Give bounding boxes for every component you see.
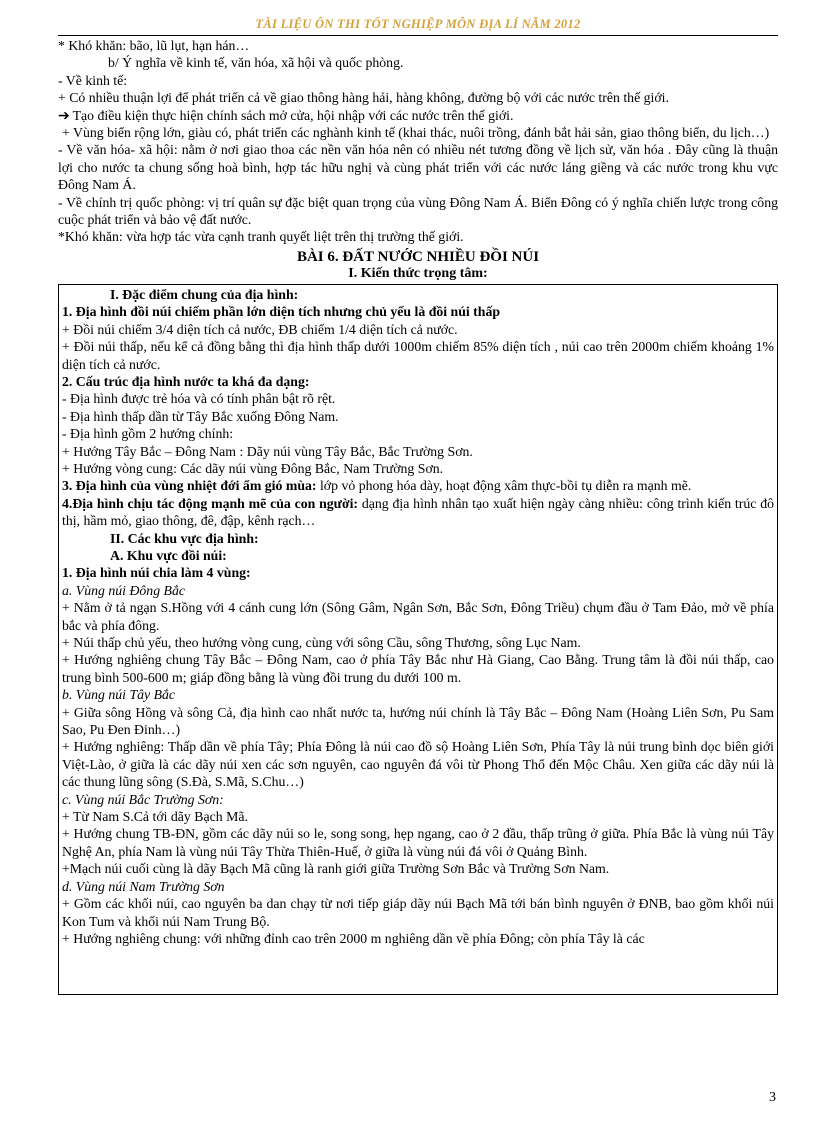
heading: II. Các khu vực địa hình: <box>110 530 259 546</box>
lesson-title: BÀI 6. ĐẤT NƯỚC NHIỀU ĐỒI NÚI <box>296 248 540 265</box>
text-line <box>62 495 774 530</box>
region-title: c. Vùng núi Bắc Trường Sơn: <box>62 791 224 807</box>
document-header: TÀI LIỆU ÔN THI TỐT NGHIỆP MÔN ĐỊA LÍ NĂM 2012 <box>255 17 581 31</box>
subheading: 2. Cấu trúc địa hình nước ta khá đa dạng: <box>62 373 310 389</box>
text-line: + Núi thấp chủ yếu, theo hướng vòng cung, cùng với sông Cầu, sông Thương, sông Lục Nam. <box>62 635 581 650</box>
text-line <box>58 107 778 124</box>
text-line: + Đồi núi chiếm 3/4 diện tích cả nước, ĐB chiếm 1/4 diện tích cả nước. <box>62 321 458 337</box>
content-box <box>58 284 778 995</box>
subheading: 1. Địa hình núi chia làm 4 vùng: <box>62 565 251 581</box>
page-content <box>58 37 778 995</box>
text-line: - Về chính trị quốc phòng: vị trí quân sự đặc biệt quan trọng của vùng Đông Nam Á. Biển Đông có ý nghĩa chiến lược trong công cuộc phát triển và bảo vệ đất nước. <box>58 194 778 228</box>
text-line: + Hướng vòng cung: Các dãy núi vùng Đông Bắc, Nam Trường Sơn. <box>62 460 444 476</box>
text-line: + Hướng nghiêng: Thấp dần về phía Tây; Phía Đông là núi cao đồ sộ Hoàng Liên Sơn, Phía Tây là núi trung bình dọc biên giới Việt-Lào, ở giữa là các dãy núi xen các sơn nguyên, cao nguyên đá vôi từ Phong Thổ đến Mộc Châu. Xen giữa các dãy núi là các thung lũng sông (S.Đà, S.Mã, S.Chu…) <box>62 739 774 790</box>
region-title: a. Vùng núi Đông Bắc <box>62 582 186 598</box>
page-number: 3 <box>769 1090 776 1105</box>
text-line: + Vùng biển rộng lớn, giàu có, phát triển các nghành kinh tế (khai thác, nuôi trồng, đánh bắt hải sản, giao thông biển, du lịch…) <box>62 125 770 141</box>
text-line: + Nằm ở tả ngạn S.Hồng với 4 cánh cung lớn (Sông Gâm, Ngân Sơn, Bắc Sơn, Đông Triều) chụm đầu ở Tam Đảo, mở về phía bắc và phía đông. <box>62 600 774 633</box>
text-span: Tạo điều kiện thực hiện chính sách mở cửa, hội nhập với các nước trên thế giới. <box>72 107 514 123</box>
subheading: 1. Địa hình đồi núi chiếm phần lớn diện tích nhưng chủ yếu là đồi núi thấp <box>62 304 501 320</box>
text-line: * Khó khăn: bão, lũ lụt, hạn hán… <box>58 38 250 53</box>
text-span: lớp vỏ phong hóa dày, hoạt động xâm thực-bồi tụ diễn ra mạnh mẽ. <box>316 478 692 494</box>
text-line: + Đồi núi thấp, nếu kể cả đồng bằng thì địa hình thấp dưới 1000m chiếm 85% diện tích , núi cao trên 2000m chiếm khoảng 1% diện tích cả nước. <box>62 339 774 372</box>
text-line: - Địa hình thấp dần từ Tây Bắc xuống Đông Nam. <box>62 408 339 424</box>
section-title: I. Kiến thức trọng tâm: <box>348 265 488 281</box>
text-line: *Khó khăn: vừa hợp tác vừa cạnh tranh quyết liệt trên thị trường thế giới. <box>58 229 464 245</box>
text-line: + Hướng nghiêng chung: với những đỉnh cao trên 2000 m nghiêng dần về phía Đông; còn phía Tây là các <box>62 930 645 946</box>
text-line: +Mạch núi cuối cùng là dãy Bạch Mã cũng là ranh giới giữa Trường Sơn Bắc và Trường Sơn Nam. <box>62 861 610 877</box>
text-span: dạng địa hình nhân tạo xuất hiện ngày càng nhiều: công trình kiến trúc đô thị, hầm mỏ, giao thông, đê, đập, kênh rạch… <box>62 495 774 529</box>
text-line: - Về văn hóa- xã hội: nằm ở nơi giao thoa các nền văn hóa nên có nhiều nét tương đồng về lịch sử, văn hóa . Đây cũng là thuận lợi cho nước ta chung sống hoà bình, hợp tác hữu nghị và cùng phát triển với các nước láng giềng và các nước trong khu vực Đông Nam Á. <box>58 142 778 193</box>
region-title: b. Vùng núi Tây Bắc <box>62 687 176 703</box>
text-line: + Hướng chung TB-ĐN, gồm các dãy núi so le, song song, hẹp ngang, cao ở 2 đầu, thấp trũng ở giữa. Phía Bắc là vùng núi Tây Nghệ An, phía Nam là vùng núi Tây Thừa Thiên-Huế, ở giữa là vùng núi đá vôi ở Quảng Bình. <box>62 826 774 859</box>
text-line: + Giữa sông Hồng và sông Cả, địa hình cao nhất nước ta, hướng núi chính là Tây Bắc – Đông Nam (Hoàng Liên Sơn, Pu Sam Sao, Pu Đen Đinh…) <box>62 704 774 738</box>
arrow-right-icon: ➔ <box>58 107 70 123</box>
text-line: + Có nhiều thuận lợi để phát triển cả về giao thông hàng hải, hàng không, đường bộ với các nước trên thế giới. <box>58 90 669 106</box>
subheading-inline: 3. Địa hình của vùng nhiệt đới ẩm gió mùa: <box>62 478 317 494</box>
text-line: - Địa hình được trẻ hóa và có tính phân bật rõ rệt. <box>62 391 336 407</box>
text-line: + Gồm các khối núi, cao nguyên ba dan chạy từ nơi tiếp giáp dãy núi Bạch Mã tới bán bình nguyên ở ĐNB, bao gồm khối núi Kon Tum và khối núi Nam Trung Bộ. <box>62 896 774 929</box>
subheading-inline: 4.Địa hình chịu tác động mạnh mẽ của con người: <box>62 495 359 511</box>
text-line: + Hướng nghiêng chung Tây Bắc – Đông Nam, cao ở phía Tây Bắc như Hà Giang, Cao Bằng. Trung tâm là đồi núi thấp, cao trung bình 500-600 m; giáp đồng bằng là vùng đồi trung du dưới 100 m. <box>62 652 774 685</box>
text-line <box>62 477 774 494</box>
region-title: d. Vùng núi Nam Trường Sơn <box>62 878 225 894</box>
header-rule <box>58 35 778 36</box>
text-line: b/ Ý nghĩa về kinh tế, văn hóa, xã hội và quốc phòng. <box>108 55 404 71</box>
text-line: - Địa hình gồm 2 hướng chính: <box>62 426 234 442</box>
text-line: + Hướng Tây Bắc – Đông Nam : Dãy núi vùng Tây Bắc, Bắc Trường Sơn. <box>62 443 473 459</box>
text-line: - Về kinh tế: <box>58 72 128 88</box>
text-line: + Từ Nam S.Cả tới dãy Bạch Mã. <box>62 809 248 825</box>
heading: I. Đặc điểm chung của địa hình: <box>110 286 299 302</box>
heading: A. Khu vực đồi núi: <box>110 547 227 563</box>
